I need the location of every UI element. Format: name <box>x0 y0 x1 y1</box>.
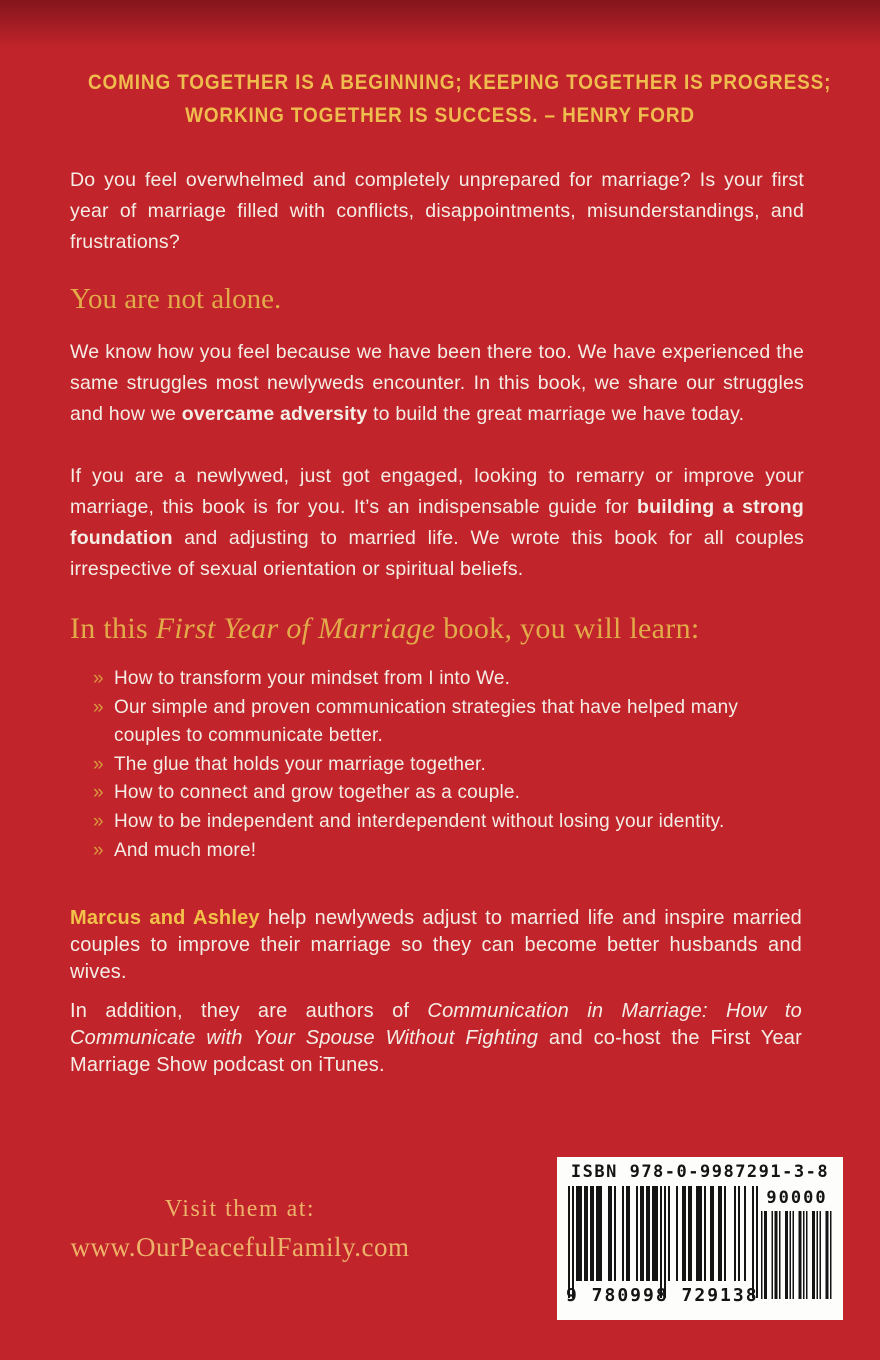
empathy-paragraph <box>70 337 804 430</box>
bullet-marker-icon: » <box>93 696 104 718</box>
authors-bio-paragraph <box>70 905 802 986</box>
top-edge-shadow <box>0 0 880 48</box>
henry-ford-quote <box>88 66 832 132</box>
authors-bio-text: help newlyweds adjust to married life and inspire married couples to improve their marriage so they can become better husbands and wives. <box>70 907 802 984</box>
price-supplement-barcode <box>761 1188 833 1299</box>
bullet-text: How to transform your mindset from I into We. <box>114 668 511 689</box>
learn-heading-pre: In this <box>70 612 156 645</box>
list-item <box>93 751 804 780</box>
bullet-marker-icon: » <box>93 753 104 775</box>
overcame-adversity-bold: overcame adversity <box>181 403 368 425</box>
strong-foundation-bold: building a strong foundation <box>70 496 804 549</box>
list-item <box>93 694 804 751</box>
bullet-text: How to connect and grow together as a couple. <box>114 782 521 804</box>
list-item <box>93 837 804 866</box>
audience-text-post: and adjusting to married life. We wrote this book for all couples irrespective of sexual orientation or spiritual beliefs. <box>70 527 804 580</box>
intro-paragraph: Do you feel overwhelmed and completely unprepared for marriage? Is your first year of marriage filled with conflicts, disappointments, misunderstandings, and frustrations? <box>70 169 804 253</box>
list-item <box>93 808 804 837</box>
other-works-post: and co-host the First Year Marriage Show podcast on iTunes. <box>70 1027 802 1077</box>
learn-list <box>93 665 804 865</box>
audience-text-pre: If you are a newlywed, just got engaged, looking to remarry or improve your marriage, this book is for you. It’s an indispensable guide for <box>70 465 804 518</box>
learn-heading-post: book, you will learn: <box>435 612 700 645</box>
website-block <box>56 1196 424 1263</box>
other-works-pre: In addition, they are authors of <box>70 1000 428 1023</box>
visit-them-label: Visit them at: <box>164 1196 316 1222</box>
empathy-text-pre: We know how you feel because we have been there too. We have experienced the same struggles most newlyweds encounter. In this book, we share our struggles and how we <box>70 341 804 425</box>
isbn-number: ISBN 978-0-9987291-3-8 <box>570 1162 830 1182</box>
other-book-title-italic: Communication in Marriage: How to Communicate with Your Spouse Without Fighting <box>70 1000 802 1050</box>
bullet-text: How to be independent and interdependent without losing your identity. <box>114 810 725 832</box>
author-names: Marcus and Ashley <box>70 907 260 930</box>
bullet-marker-icon: » <box>93 810 104 832</box>
list-item <box>93 779 804 808</box>
you-are-not-alone-heading: You are not alone. <box>70 283 282 315</box>
price-code: 90000 <box>766 1188 828 1208</box>
book-title-italic: First Year of Marriage <box>155 612 436 645</box>
quote-line-2: WORKING TOGETHER IS SUCCESS. – HENRY FORD <box>185 103 695 127</box>
empathy-text-post: to build the great marriage we have today. <box>367 403 745 425</box>
other-works-paragraph <box>70 998 802 1079</box>
list-item <box>93 665 804 694</box>
barcode-box <box>557 1157 843 1320</box>
barcode-digits: 9 780998 729138 <box>566 1285 759 1306</box>
you-will-learn-heading <box>70 612 804 646</box>
quote-line-1: COMING TOGETHER IS A BEGINNING; KEEPING TOGETHER IS PROGRESS; <box>88 70 832 94</box>
audience-paragraph <box>70 461 804 585</box>
bullet-text: Our simple and proven communication strategies that have helped many couples to communicate better. <box>114 696 739 747</box>
bullet-marker-icon: » <box>93 839 104 861</box>
bullet-text: The glue that holds your marriage together. <box>114 753 486 775</box>
bullet-text: And much more! <box>114 839 257 861</box>
bullet-marker-icon: » <box>93 668 104 689</box>
bullet-marker-icon: » <box>93 782 104 804</box>
website-url: www.OurPeacefulFamily.com <box>70 1232 410 1262</box>
